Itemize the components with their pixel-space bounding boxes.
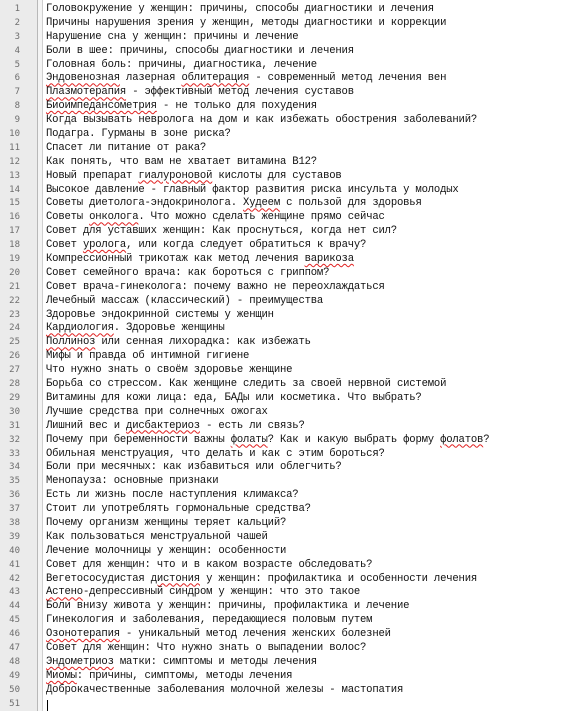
text-segment: Новый препарат bbox=[46, 169, 139, 182]
line-number: 42 bbox=[9, 573, 20, 584]
line-text bbox=[46, 545, 286, 559]
line-number: 20 bbox=[9, 267, 20, 278]
line-text bbox=[46, 628, 391, 642]
line-number: 8 bbox=[14, 101, 20, 112]
text-segment: . Что можно сделать женщине прямо сейчас bbox=[138, 211, 385, 224]
text-segment: Как понять, что вам не хватает витамина B12? bbox=[46, 155, 317, 168]
line-text bbox=[46, 211, 385, 225]
text-segment: Причины нарушения зрения у женщин, методы диагностики и коррекции bbox=[46, 16, 447, 29]
misspelled-word: Озонотерапия bbox=[46, 628, 120, 641]
editor-line[interactable] bbox=[0, 489, 588, 503]
line-text bbox=[46, 489, 298, 503]
line-text bbox=[46, 239, 366, 253]
line-text bbox=[46, 670, 292, 684]
misspelled-word: Кардиология bbox=[46, 322, 114, 335]
text-segment: у женщин: профилактика и особенности лечения bbox=[199, 572, 478, 585]
line-text bbox=[46, 684, 403, 698]
text-segment: Доброкачественные заболевания молочной железы - мастопатия bbox=[46, 683, 404, 696]
text-segment: Лечебный массаж (классический) - преимущества bbox=[46, 294, 324, 307]
text-segment: Советы bbox=[46, 211, 90, 224]
editor-line[interactable] bbox=[0, 559, 588, 573]
line-text bbox=[46, 322, 225, 336]
editor-line[interactable] bbox=[0, 475, 588, 489]
line-number: 26 bbox=[9, 351, 20, 362]
line-number: 41 bbox=[9, 559, 20, 570]
line-text bbox=[46, 128, 231, 142]
text-segment: Лечение молочницы у женщин: особенности bbox=[46, 544, 287, 557]
line-text bbox=[46, 531, 268, 545]
line-number: 4 bbox=[14, 45, 20, 56]
editor-line[interactable] bbox=[0, 545, 588, 559]
line-text bbox=[46, 225, 397, 239]
misspelled-word: Эндовенозная bbox=[46, 72, 120, 85]
misspelled-word: онколога bbox=[89, 211, 139, 224]
line-text bbox=[46, 170, 342, 184]
editor-line[interactable] bbox=[0, 698, 588, 711]
text-segment: . Здоровье женщины bbox=[113, 322, 225, 335]
misspelled-word: Астено bbox=[46, 586, 83, 599]
line-number: 49 bbox=[9, 670, 20, 681]
line-text bbox=[46, 642, 366, 656]
line-text bbox=[46, 267, 329, 281]
editor-line[interactable] bbox=[0, 128, 588, 142]
line-text bbox=[46, 295, 323, 309]
line-number: 31 bbox=[9, 420, 20, 431]
text-segment: : причины, симптомы, методы лечения bbox=[76, 669, 293, 682]
editor-line[interactable] bbox=[0, 503, 588, 517]
editor-line[interactable] bbox=[0, 295, 588, 309]
line-text bbox=[46, 114, 477, 128]
text-segment: Почему при беременности важны bbox=[46, 433, 231, 446]
editor-line[interactable] bbox=[0, 281, 588, 295]
line-number: 22 bbox=[9, 295, 20, 306]
line-number: 23 bbox=[9, 309, 20, 320]
editor-line[interactable] bbox=[0, 100, 588, 114]
line-number: 2 bbox=[14, 17, 20, 28]
text-segment: Борьба со стрессом. Как женщине следить за своей нервной системой bbox=[46, 378, 447, 391]
line-text bbox=[46, 350, 249, 364]
line-text bbox=[46, 586, 360, 600]
text-segment: Совет для женщин: Что нужно знать о выпадении волос? bbox=[46, 641, 367, 654]
line-number: 18 bbox=[9, 240, 20, 251]
editor-line[interactable] bbox=[0, 586, 588, 600]
line-text bbox=[46, 600, 409, 614]
text-segment: Компрессионный трикотаж как метод лечения bbox=[46, 253, 305, 266]
editor-line[interactable] bbox=[0, 336, 588, 350]
misspelled-word: Худеем bbox=[243, 197, 280, 210]
text-segment: Спасет ли питание от рака? bbox=[46, 141, 207, 154]
misspelled-word: Биоимпедансометрия bbox=[46, 100, 157, 113]
text-segment: Советы диетолога-эндокринолога. bbox=[46, 197, 244, 210]
editor-line[interactable] bbox=[0, 434, 588, 448]
line-text bbox=[46, 45, 354, 59]
misspelled-word: Поллиноз bbox=[46, 336, 96, 349]
text-segment: кислоты для суставов bbox=[212, 169, 342, 182]
line-text bbox=[46, 559, 372, 573]
editor-line[interactable] bbox=[0, 600, 588, 614]
line-text bbox=[46, 3, 434, 17]
line-number: 39 bbox=[9, 531, 20, 542]
text-segment: Что нужно знать о своём здоровье женщине bbox=[46, 364, 293, 377]
editor-line[interactable] bbox=[0, 573, 588, 587]
editor-line[interactable] bbox=[0, 59, 588, 73]
text-segment: Подагра. Гурманы в зоне риска? bbox=[46, 128, 231, 141]
line-number: 37 bbox=[9, 504, 20, 515]
line-text bbox=[46, 31, 298, 45]
text-segment: Лучшие средства при солнечных ожогах bbox=[46, 405, 268, 418]
editor-line[interactable] bbox=[0, 378, 588, 392]
editor-line[interactable] bbox=[0, 670, 588, 684]
editor-line[interactable] bbox=[0, 3, 588, 17]
line-number: 24 bbox=[9, 323, 20, 334]
line-text bbox=[46, 336, 311, 350]
line-text bbox=[46, 281, 385, 295]
line-text bbox=[46, 392, 422, 406]
text-segment: ? bbox=[483, 433, 490, 446]
line-text bbox=[46, 475, 218, 489]
line-number: 35 bbox=[9, 476, 20, 487]
line-number: 16 bbox=[9, 212, 20, 223]
editor-line[interactable] bbox=[0, 197, 588, 211]
editor-line[interactable] bbox=[0, 531, 588, 545]
line-number: 28 bbox=[9, 379, 20, 390]
editor-line[interactable] bbox=[0, 614, 588, 628]
line-number: 27 bbox=[9, 365, 20, 376]
text-segment: Боли при месячных: как избавиться или облегчить? bbox=[46, 461, 342, 474]
line-number: 25 bbox=[9, 337, 20, 348]
editor-line[interactable] bbox=[0, 156, 588, 170]
line-number: 14 bbox=[9, 184, 20, 195]
text-segment: с пользой для здоровья bbox=[280, 197, 422, 210]
text-segment: матки: симптомы и методы лечения bbox=[113, 655, 317, 668]
line-number: 40 bbox=[9, 545, 20, 556]
editor-line[interactable] bbox=[0, 114, 588, 128]
text-segment: Когда вызывать невролога на дом и как избежать обострения заболеваний? bbox=[46, 114, 478, 127]
text-segment: Боли внизу живота у женщин: причины, профилактика и лечение bbox=[46, 600, 410, 613]
line-text bbox=[46, 448, 385, 462]
text-segment: Обильная менструация, что делать и как с этим бороться? bbox=[46, 447, 385, 460]
misspelled-word: Эндометриоз bbox=[46, 655, 114, 668]
line-number: 36 bbox=[9, 490, 20, 501]
line-number: 43 bbox=[9, 587, 20, 598]
text-segment: - есть ли связь? bbox=[199, 419, 305, 432]
text-segment: Головная боль: причины, диагностика, лечение bbox=[46, 58, 317, 71]
text-segment: Головокружение у женщин: причины, способы диагностики и лечения bbox=[46, 3, 434, 15]
line-text bbox=[46, 72, 446, 86]
editor-line[interactable] bbox=[0, 642, 588, 656]
line-number: 13 bbox=[9, 170, 20, 181]
line-number: 6 bbox=[14, 73, 20, 84]
line-number: 34 bbox=[9, 462, 20, 473]
text-segment: Совет для уставших женщин: Как проснуться, когда нет сил? bbox=[46, 225, 397, 238]
text-cursor bbox=[47, 700, 48, 711]
line-number: 10 bbox=[9, 129, 20, 140]
text-segment: Высокое давление - главный фактор развития риска инсульта у молодых bbox=[46, 183, 459, 196]
text-segment: Совет для женщин: что и в каком возрасте обследовать? bbox=[46, 558, 373, 571]
text-segment: Есть ли жизнь после наступления климакса? bbox=[46, 489, 299, 502]
text-segment: Витамины для кожи лица: еда, БАДы или косметика. Что выбрать? bbox=[46, 391, 422, 404]
line-text bbox=[46, 614, 372, 628]
line-number: 47 bbox=[9, 642, 20, 653]
editor-line[interactable] bbox=[0, 322, 588, 336]
editor-line[interactable] bbox=[0, 267, 588, 281]
line-text bbox=[46, 253, 354, 267]
editor-line[interactable] bbox=[0, 184, 588, 198]
line-text bbox=[46, 17, 446, 31]
text-segment: Лишний вес и bbox=[46, 419, 127, 432]
line-text bbox=[46, 656, 317, 670]
line-text bbox=[46, 142, 206, 156]
line-number: 29 bbox=[9, 392, 20, 403]
editor-line[interactable] bbox=[0, 392, 588, 406]
text-segment: -депрессивный синдром у женщин: что это такое bbox=[82, 586, 361, 599]
editor-line[interactable] bbox=[0, 31, 588, 45]
text-segment: Совет bbox=[46, 239, 83, 252]
misspelled-word: уролога bbox=[82, 239, 127, 252]
line-text bbox=[46, 364, 292, 378]
line-number: 33 bbox=[9, 448, 20, 459]
line-text bbox=[46, 59, 317, 73]
text-segment: Менопауза: основные признаки bbox=[46, 475, 219, 488]
line-number: 12 bbox=[9, 156, 20, 167]
misspelled-word: Миомы bbox=[46, 669, 77, 682]
misspelled-word: дистония bbox=[150, 572, 200, 585]
line-number: 46 bbox=[9, 629, 20, 640]
editor-line[interactable] bbox=[0, 253, 588, 267]
line-number: 50 bbox=[9, 684, 20, 695]
misspelled-word: фолаты bbox=[230, 433, 268, 446]
editor-line[interactable] bbox=[0, 656, 588, 670]
text-segment: Совет семейного врача: как бороться с гриппом? bbox=[46, 266, 330, 279]
line-text bbox=[46, 503, 311, 517]
line-number: 9 bbox=[14, 115, 20, 126]
line-number: 17 bbox=[9, 226, 20, 237]
line-text bbox=[46, 573, 477, 587]
line-number: 11 bbox=[9, 142, 20, 153]
text-area[interactable] bbox=[0, 3, 588, 711]
line-number: 45 bbox=[9, 615, 20, 626]
text-segment: или сенная лихорадка: как избежать bbox=[95, 336, 311, 349]
text-segment: - современный метод лечения вен bbox=[249, 72, 447, 85]
line-text bbox=[46, 461, 342, 475]
text-segment: , или когда следует обратиться к врачу? bbox=[126, 239, 367, 252]
editor-line[interactable] bbox=[0, 211, 588, 225]
misspelled-word: гиалуроновой bbox=[138, 169, 213, 182]
misspelled-word: облитерация bbox=[181, 72, 250, 85]
text-segment: - не только для похудения bbox=[156, 100, 317, 113]
editor-line[interactable] bbox=[0, 628, 588, 642]
line-number: 38 bbox=[9, 517, 20, 528]
misspelled-word: Плазмотерапия bbox=[46, 86, 127, 99]
text-segment: Вегетососудистая bbox=[46, 572, 151, 585]
text-segment: Мифы и правда об интимной гигиене bbox=[46, 350, 250, 363]
misspelled-word: фолатов bbox=[440, 433, 484, 446]
line-text bbox=[46, 184, 459, 198]
text-segment: Нарушение сна у женщин: причины и лечение bbox=[46, 30, 299, 43]
line-number: 1 bbox=[14, 4, 20, 14]
text-segment: Здоровье эндокринной системы у женщин bbox=[46, 308, 274, 321]
line-number: 19 bbox=[9, 254, 20, 265]
line-text bbox=[46, 420, 305, 434]
line-text bbox=[46, 378, 446, 392]
editor-line[interactable] bbox=[0, 420, 588, 434]
misspelled-word: варикоза bbox=[304, 253, 354, 266]
text-segment: Почему организм женщины теряет кальций? bbox=[46, 516, 287, 529]
misspelled-word: дисбактериоз bbox=[126, 419, 200, 432]
editor-line[interactable] bbox=[0, 72, 588, 86]
line-number: 15 bbox=[9, 198, 20, 209]
editor-line[interactable] bbox=[0, 17, 588, 31]
editor-line[interactable] bbox=[0, 239, 588, 253]
editor-line[interactable] bbox=[0, 406, 588, 420]
line-number: 51 bbox=[9, 698, 20, 709]
line-number: 21 bbox=[9, 281, 20, 292]
editor-line[interactable] bbox=[0, 448, 588, 462]
line-text bbox=[46, 100, 317, 114]
line-text bbox=[46, 197, 422, 211]
text-segment: - эффективный метод лечения суставов bbox=[126, 86, 354, 99]
line-text bbox=[46, 309, 274, 323]
text-segment: Боли в шее: причины, способы диагностики и лечения bbox=[46, 44, 354, 57]
editor-line[interactable] bbox=[0, 45, 588, 59]
line-text bbox=[46, 517, 286, 531]
text-segment: ? Как и какую выбрать форму bbox=[267, 433, 441, 446]
line-text bbox=[46, 406, 268, 420]
editor-line[interactable] bbox=[0, 225, 588, 239]
line-text bbox=[46, 156, 317, 170]
text-segment: лазерная bbox=[119, 72, 182, 85]
text-segment: Совет врача-гинеколога: почему важно не переохлаждаться bbox=[46, 280, 385, 293]
line-number: 3 bbox=[14, 31, 20, 42]
editor-line[interactable] bbox=[0, 309, 588, 323]
editor-line[interactable] bbox=[0, 364, 588, 378]
editor-line[interactable] bbox=[0, 350, 588, 364]
editor-line[interactable] bbox=[0, 170, 588, 184]
line-number: 48 bbox=[9, 656, 20, 667]
editor-line[interactable] bbox=[0, 86, 588, 100]
line-number: 32 bbox=[9, 434, 20, 445]
text-segment: Гинекология и заболевания, передающиеся половым путем bbox=[46, 614, 373, 627]
line-number: 44 bbox=[9, 601, 20, 612]
text-segment: - уникальный метод лечения женских болезней bbox=[119, 628, 391, 641]
text-segment: Как пользоваться менструальной чашей bbox=[46, 530, 268, 543]
line-text bbox=[46, 86, 354, 100]
text-segment: Стоит ли употреблять гормональные средства? bbox=[46, 503, 311, 516]
editor-line[interactable] bbox=[0, 461, 588, 475]
editor-line[interactable] bbox=[0, 517, 588, 531]
line-number: 5 bbox=[14, 59, 20, 70]
line-number: 30 bbox=[9, 406, 20, 417]
editor-line[interactable] bbox=[0, 684, 588, 698]
line-text bbox=[46, 434, 489, 448]
editor-line[interactable] bbox=[0, 142, 588, 156]
line-number: 7 bbox=[14, 87, 20, 98]
